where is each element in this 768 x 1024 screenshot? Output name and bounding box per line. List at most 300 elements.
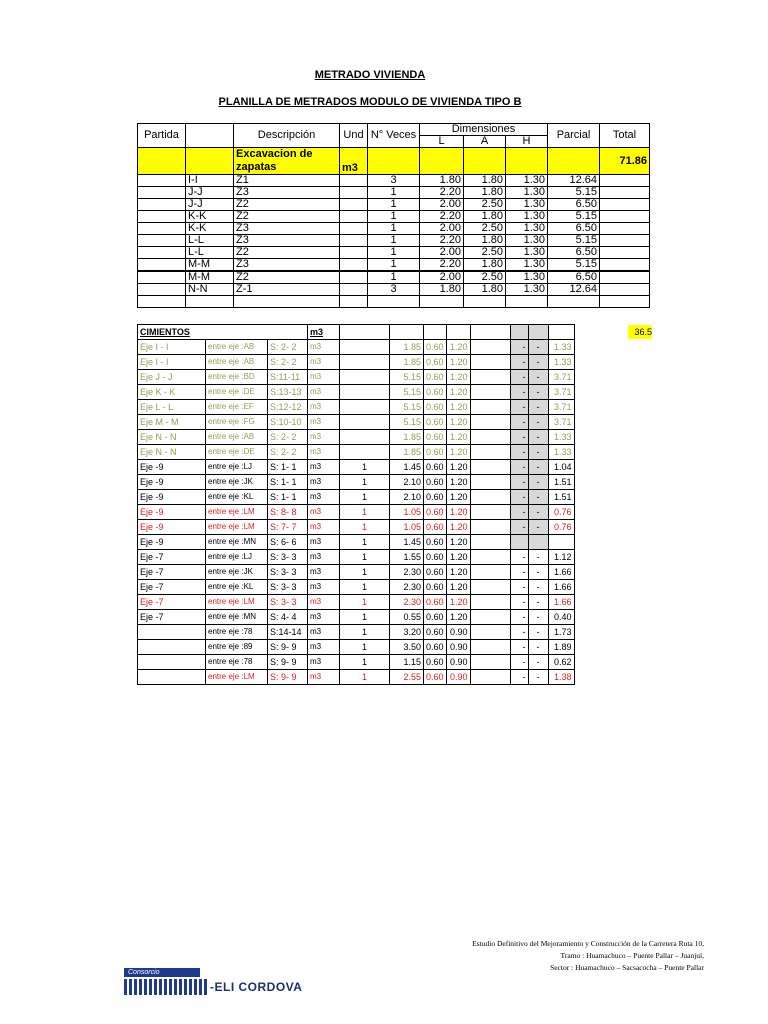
parcial-cell: 5.15 (548, 211, 600, 223)
height-cell: 1.30 (506, 247, 548, 259)
width-cell: 1.80 (464, 235, 506, 247)
table-row (138, 580, 575, 595)
eje-cell: Eje -9 (138, 520, 206, 535)
parcial-cell: 1.51 (548, 475, 574, 490)
und-cell (340, 271, 368, 284)
dash-cell: - (510, 580, 528, 595)
height-cell: 1.20 (446, 535, 470, 550)
blank-cell (470, 610, 510, 625)
parcial-cell: 5.15 (548, 235, 600, 247)
veces-cell: 1 (340, 505, 390, 520)
und-cell: m3 (308, 550, 340, 565)
seccion-cell: S: 1- 1 (268, 475, 308, 490)
parcial-cell: 12.64 (548, 175, 600, 187)
parcial-cell: 1.33 (548, 340, 574, 355)
eje-cell: Eje -9 (138, 475, 206, 490)
table-row (138, 235, 650, 247)
eje-cell: M-M (186, 271, 234, 284)
length-cell: 2.20 (420, 259, 464, 272)
total-cell (600, 211, 650, 223)
parcial-cell: 1.04 (548, 460, 574, 475)
table-row (138, 385, 575, 400)
veces-cell: 1 (368, 223, 420, 235)
entre-eje-cell: entre eje :MN (206, 610, 268, 625)
entre-eje-cell: entre eje :JK (206, 475, 268, 490)
eje-cell: Eje -7 (138, 565, 206, 580)
footer-line1: Estudio Definitivo del Mejoramiento y Construcción de la Carretera Ruta 10, (472, 939, 704, 948)
dash-cell: - (528, 475, 548, 490)
entre-eje-cell: entre eje :AB (206, 355, 268, 370)
table-row (138, 199, 650, 211)
und-cell: m3 (308, 565, 340, 580)
height-cell: 0.90 (446, 655, 470, 670)
und-cell: m3 (308, 520, 340, 535)
document-title: METRADO VIVIENDA (314, 69, 426, 81)
dash-cell: - (528, 370, 548, 385)
total-cell (600, 247, 650, 259)
logo-name: -ELI CORDOVA (210, 980, 303, 994)
blank-cell (470, 625, 510, 640)
veces-cell: 1 (340, 490, 390, 505)
parcial-cell: 1.73 (548, 625, 574, 640)
header-parcial: Parcial (548, 124, 600, 148)
und-cell: m3 (308, 415, 340, 430)
length-cell: 2.20 (420, 187, 464, 199)
height-cell: 0.90 (446, 625, 470, 640)
blank-cell (470, 580, 510, 595)
height-cell: 1.20 (446, 595, 470, 610)
height-cell: 1.20 (446, 340, 470, 355)
blank-cell (470, 370, 510, 385)
height-cell: 1.20 (446, 460, 470, 475)
eje-cell: J-J (186, 187, 234, 199)
empty-cell (340, 296, 368, 308)
veces-cell: 1 (368, 259, 420, 272)
height-cell: 1.20 (446, 520, 470, 535)
dash-cell: - (528, 460, 548, 475)
dash-cell: - (528, 355, 548, 370)
cimientos-und: m3 (308, 325, 340, 340)
veces-cell (340, 370, 390, 385)
und-cell: m3 (308, 475, 340, 490)
veces-cell: 1 (340, 460, 390, 475)
entre-eje-cell: entre eje :LM (206, 595, 268, 610)
und-cell: m3 (308, 355, 340, 370)
blank-cell (470, 655, 510, 670)
height-cell: 1.30 (506, 284, 548, 296)
seccion-cell: S: 3- 3 (268, 580, 308, 595)
eje-cell: Eje -7 (138, 610, 206, 625)
height-cell: 1.20 (446, 400, 470, 415)
eje-cell: Eje -9 (138, 505, 206, 520)
height-cell: 1.20 (446, 355, 470, 370)
dash-cell: - (510, 565, 528, 580)
width-cell: 1.80 (464, 187, 506, 199)
width-cell: 1.80 (464, 211, 506, 223)
veces-cell: 3 (368, 175, 420, 187)
length-cell: 1.85 (390, 355, 424, 370)
height-cell: 1.30 (506, 259, 548, 272)
cimientos-total: 36.5 (628, 325, 652, 339)
length-cell: 2.00 (420, 271, 464, 284)
veces-cell: 1 (368, 235, 420, 247)
dash-cell: - (528, 520, 548, 535)
entre-eje-cell: entre eje :78 (206, 655, 268, 670)
blank-cell (470, 535, 510, 550)
dash-cell: - (528, 655, 548, 670)
entre-eje-cell: entre eje :89 (206, 640, 268, 655)
parcial-cell: 1.38 (548, 670, 574, 685)
table-row (138, 595, 575, 610)
seccion-cell: S:13-13 (268, 385, 308, 400)
length-cell: 1.85 (390, 430, 424, 445)
veces-cell (340, 385, 390, 400)
eje-cell: Eje -7 (138, 595, 206, 610)
und-cell (340, 199, 368, 211)
eje-cell: Eje N - N (138, 430, 206, 445)
blank-cell (470, 415, 510, 430)
veces-cell: 1 (368, 211, 420, 223)
width-cell: 0.60 (424, 475, 447, 490)
seccion-cell: S: 1- 1 (268, 490, 308, 505)
dash-cell: - (510, 595, 528, 610)
width-cell: 0.60 (424, 520, 447, 535)
und-cell: m3 (308, 490, 340, 505)
table-row (138, 640, 575, 655)
section-description-line2: zapatas (236, 161, 277, 173)
width-cell: 0.60 (424, 655, 447, 670)
width-cell: 0.60 (424, 355, 447, 370)
length-cell: 1.85 (390, 445, 424, 460)
width-cell: 2.50 (464, 199, 506, 211)
header-partida: Partida (138, 124, 186, 148)
und-cell: m3 (308, 460, 340, 475)
blank-cell (470, 595, 510, 610)
veces-cell: 1 (340, 610, 390, 625)
height-cell: 1.30 (506, 211, 548, 223)
width-cell: 0.60 (424, 640, 447, 655)
header-total: Total (600, 124, 650, 148)
eje-cell: K-K (186, 223, 234, 235)
dash-cell: - (510, 655, 528, 670)
dash-cell: - (510, 400, 528, 415)
length-cell: 1.85 (390, 340, 424, 355)
dash-cell: - (510, 640, 528, 655)
veces-cell: 1 (340, 580, 390, 595)
und-cell: m3 (308, 370, 340, 385)
width-cell: 0.60 (424, 625, 447, 640)
seccion-cell: S: 9- 9 (268, 640, 308, 655)
height-cell: 0.90 (446, 670, 470, 685)
veces-cell (340, 355, 390, 370)
section-total: 71.86 (600, 148, 650, 175)
und-cell (340, 284, 368, 296)
eje-cell: Eje M - M (138, 415, 206, 430)
width-cell: 0.60 (424, 415, 447, 430)
empty-cell (234, 296, 340, 308)
dash-cell: - (510, 385, 528, 400)
partida-cell (138, 175, 186, 187)
dash-cell: - (510, 340, 528, 355)
document-subtitle: PLANILLA DE METRADOS MODULO DE VIVIENDA TIPO B (218, 96, 522, 108)
height-cell: 1.20 (446, 565, 470, 580)
width-cell: 1.80 (464, 175, 506, 187)
height-cell: 0.90 (446, 640, 470, 655)
seccion-cell: S:10-10 (268, 415, 308, 430)
table-row (138, 223, 650, 235)
height-cell: 1.20 (446, 610, 470, 625)
und-cell: m3 (308, 580, 340, 595)
header-h: H (506, 136, 548, 148)
height-cell: 1.20 (446, 550, 470, 565)
eje-cell: L-L (186, 247, 234, 259)
blank-cell (470, 355, 510, 370)
table-row (138, 460, 575, 475)
width-cell: 1.80 (464, 284, 506, 296)
table-row (138, 610, 575, 625)
veces-cell: 1 (340, 550, 390, 565)
partida-cell (138, 211, 186, 223)
dash-cell: - (510, 370, 528, 385)
description-cell: Z3 (234, 235, 340, 247)
header-blank (186, 124, 234, 148)
description-cell: Z2 (234, 199, 340, 211)
dash-cell: - (510, 610, 528, 625)
blank-cell (470, 670, 510, 685)
veces-cell: 1 (340, 625, 390, 640)
cimientos-label: CIMIENTOS (138, 325, 308, 340)
footer-line2: Tramo : Huamachuco – Puente Pallar – Juanjuí, (560, 951, 704, 960)
dash-cell: - (510, 625, 528, 640)
empty-cell (368, 296, 420, 308)
entre-eje-cell: entre eje :DE (206, 385, 268, 400)
dash-cell: - (510, 475, 528, 490)
height-cell: 1.20 (446, 385, 470, 400)
entre-eje-cell: entre eje :LM (206, 670, 268, 685)
table-row (138, 175, 650, 187)
parcial-cell: 3.71 (548, 415, 574, 430)
entre-eje-cell: entre eje :EF (206, 400, 268, 415)
und-cell: m3 (308, 625, 340, 640)
entre-eje-cell: entre eje :KL (206, 580, 268, 595)
partida-cell (138, 235, 186, 247)
entre-eje-cell: entre eje :AB (206, 340, 268, 355)
veces-cell (340, 400, 390, 415)
dash-cell: - (510, 490, 528, 505)
entre-eje-cell: entre eje :FG (206, 415, 268, 430)
description-cell: Z-1 (234, 284, 340, 296)
table-row (138, 271, 650, 284)
description-cell: Z2 (234, 211, 340, 223)
length-cell: 1.80 (420, 284, 464, 296)
length-cell: 1.15 (390, 655, 424, 670)
length-cell: 5.15 (390, 400, 424, 415)
parcial-cell: 0.40 (548, 610, 574, 625)
table-row (138, 535, 575, 550)
length-cell: 5.15 (390, 415, 424, 430)
veces-cell: 1 (340, 565, 390, 580)
veces-cell: 3 (368, 284, 420, 296)
eje-cell: L-L (186, 235, 234, 247)
parcial-cell: 1.66 (548, 565, 574, 580)
length-cell: 1.45 (390, 460, 424, 475)
und-cell: m3 (308, 640, 340, 655)
veces-cell (340, 430, 390, 445)
blank-cell (470, 520, 510, 535)
table-row (138, 565, 575, 580)
width-cell: 0.60 (424, 385, 447, 400)
und-cell (340, 235, 368, 247)
entre-eje-cell: entre eje :BD (206, 370, 268, 385)
empty-cell (186, 296, 234, 308)
parcial-cell: 3.71 (548, 385, 574, 400)
width-cell: 0.60 (424, 535, 447, 550)
seccion-cell: S: 9- 9 (268, 670, 308, 685)
veces-cell: 1 (340, 520, 390, 535)
length-cell: 1.05 (390, 520, 424, 535)
seccion-cell: S: 9- 9 (268, 655, 308, 670)
dash-cell: - (528, 445, 548, 460)
blank-cell (470, 445, 510, 460)
dash-cell: - (510, 445, 528, 460)
dash-cell: - (528, 430, 548, 445)
seccion-cell: S: 2- 2 (268, 340, 308, 355)
table-row (138, 187, 650, 199)
width-cell: 2.50 (464, 247, 506, 259)
width-cell: 0.60 (424, 445, 447, 460)
eje-cell: Eje N - N (138, 445, 206, 460)
dash-cell: - (528, 385, 548, 400)
height-cell: 1.20 (446, 445, 470, 460)
length-cell: 2.20 (420, 235, 464, 247)
empty-cell (600, 296, 650, 308)
length-cell: 2.55 (390, 670, 424, 685)
entre-eje-cell: entre eje :MN (206, 535, 268, 550)
length-cell: 2.00 (420, 199, 464, 211)
table-row (138, 490, 575, 505)
height-cell: 1.20 (446, 505, 470, 520)
blank-cell (470, 565, 510, 580)
seccion-cell: S: 3- 3 (268, 595, 308, 610)
und-cell: m3 (308, 610, 340, 625)
table-row (138, 259, 650, 272)
length-cell: 2.00 (420, 223, 464, 235)
dash-cell (510, 535, 528, 550)
height-cell: 1.30 (506, 235, 548, 247)
eje-cell (138, 625, 206, 640)
partida-cell (138, 199, 186, 211)
total-cell (600, 235, 650, 247)
height-cell: 1.20 (446, 415, 470, 430)
eje-cell: K-K (186, 211, 234, 223)
eje-cell: Eje -7 (138, 550, 206, 565)
veces-cell: 1 (368, 247, 420, 259)
blank-cell (470, 640, 510, 655)
parcial-cell: 0.76 (548, 520, 574, 535)
parcial-cell (548, 535, 574, 550)
veces-cell: 1 (368, 187, 420, 199)
und-cell: m3 (308, 400, 340, 415)
empty-cell (464, 296, 506, 308)
blank-cell (470, 385, 510, 400)
und-cell: m3 (308, 385, 340, 400)
parcial-cell: 1.12 (548, 550, 574, 565)
length-cell: 0.55 (390, 610, 424, 625)
total-cell (600, 175, 650, 187)
eje-cell: Eje -9 (138, 535, 206, 550)
height-cell: 1.20 (446, 490, 470, 505)
veces-cell: 1 (340, 475, 390, 490)
dash-cell: - (528, 610, 548, 625)
entre-eje-cell: entre eje :LJ (206, 460, 268, 475)
width-cell: 2.50 (464, 223, 506, 235)
dash-cell: - (510, 550, 528, 565)
eje-cell (138, 670, 206, 685)
eje-cell: Eje -9 (138, 460, 206, 475)
total-cell (600, 187, 650, 199)
length-cell: 3.20 (390, 625, 424, 640)
height-cell: 1.30 (506, 199, 548, 211)
dash-cell: - (510, 505, 528, 520)
blank-cell (470, 490, 510, 505)
parcial-cell: 3.71 (548, 370, 574, 385)
seccion-cell: S: 2- 2 (268, 430, 308, 445)
length-cell: 2.00 (420, 247, 464, 259)
blank-cell (470, 475, 510, 490)
length-cell: 1.55 (390, 550, 424, 565)
table-row (138, 505, 575, 520)
veces-cell: 1 (340, 535, 390, 550)
blank-cell (470, 550, 510, 565)
parcial-cell: 3.71 (548, 400, 574, 415)
eje-cell: M-M (186, 259, 234, 272)
veces-cell: 1 (340, 670, 390, 685)
height-cell: 1.20 (446, 580, 470, 595)
table-header-row (138, 124, 650, 136)
dash-cell: - (528, 625, 548, 640)
height-cell: 1.20 (446, 370, 470, 385)
und-cell (340, 247, 368, 259)
total-cell (600, 199, 650, 211)
length-cell: 1.45 (390, 535, 424, 550)
table-row (138, 520, 575, 535)
eje-cell: Eje -7 (138, 580, 206, 595)
veces-cell: 1 (340, 655, 390, 670)
blank-cell (470, 505, 510, 520)
parcial-cell: 6.50 (548, 223, 600, 235)
width-cell: 0.60 (424, 670, 447, 685)
blank-cell (470, 430, 510, 445)
parcial-cell: 1.89 (548, 640, 574, 655)
section-description (234, 148, 340, 175)
cimientos-header-row (138, 325, 575, 340)
veces-cell (340, 340, 390, 355)
veces-cell: 1 (368, 199, 420, 211)
logo-mark (124, 979, 208, 995)
height-cell: 1.20 (446, 430, 470, 445)
seccion-cell: S: 2- 2 (268, 355, 308, 370)
dash-cell: - (528, 550, 548, 565)
table-row (138, 430, 575, 445)
length-cell: 2.20 (420, 211, 464, 223)
header-veces: N° Veces (368, 124, 420, 148)
dash-cell: - (510, 415, 528, 430)
veces-cell: 1 (340, 640, 390, 655)
entre-eje-cell: entre eje :LM (206, 505, 268, 520)
und-cell (340, 259, 368, 272)
width-cell: 0.60 (424, 550, 447, 565)
height-cell: 1.30 (506, 175, 548, 187)
